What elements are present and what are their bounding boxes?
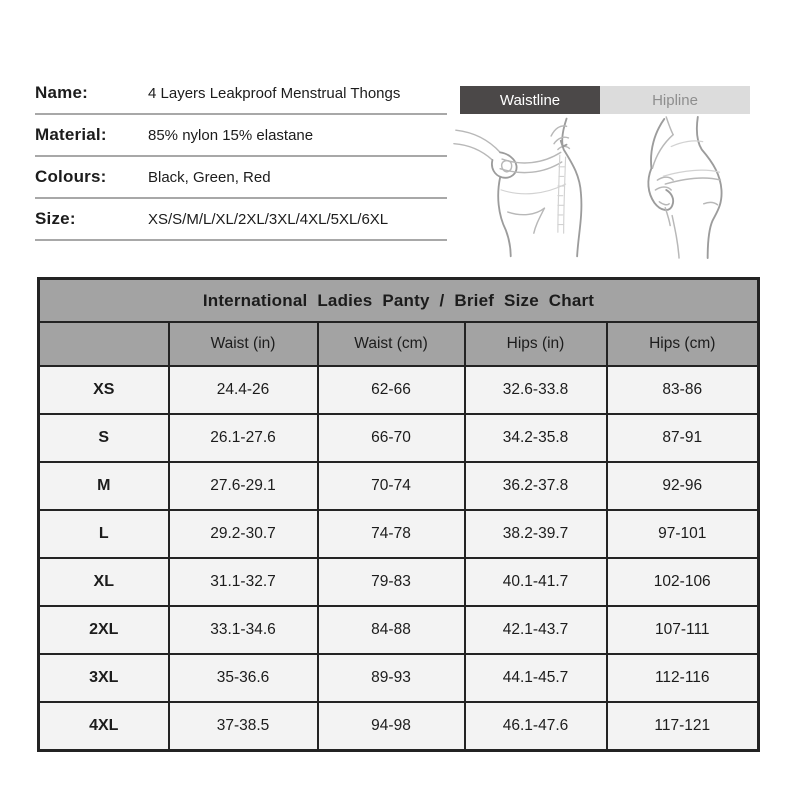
size-label-cell: XS	[39, 366, 169, 414]
measurement-cell: 36.2-37.8	[465, 462, 607, 510]
info-row-colours	[35, 157, 447, 199]
size-label-cell: M	[39, 462, 169, 510]
measurement-cell: 31.1-32.7	[169, 558, 318, 606]
size-table-body	[39, 366, 759, 751]
size-label: Size:	[35, 209, 76, 228]
table-row	[39, 654, 759, 702]
measurement-cell: 32.6-33.8	[465, 366, 607, 414]
colours-value: Black, Green, Red	[148, 168, 271, 186]
size-chart-title: International Ladies Panty / Brief Size Chart	[39, 279, 759, 323]
size-label-cell: 4XL	[39, 702, 169, 751]
measurement-cell: 40.1-41.7	[465, 558, 607, 606]
measurement-cell: 27.6-29.1	[169, 462, 318, 510]
measurement-cell: 112-116	[607, 654, 759, 702]
measurement-cell: 74-78	[318, 510, 465, 558]
tab-waistline[interactable]: Waistline	[460, 86, 600, 114]
measurement-cell: 79-83	[318, 558, 465, 606]
measurement-cell: 94-98	[318, 702, 465, 751]
measurement-cell: 24.4-26	[169, 366, 318, 414]
measurement-cell: 84-88	[318, 606, 465, 654]
measurement-cell: 66-70	[318, 414, 465, 462]
measurement-cell: 37-38.5	[169, 702, 318, 751]
table-row	[39, 510, 759, 558]
waistline-measurement-sketch	[452, 115, 606, 259]
colours-label: Colours:	[35, 167, 107, 186]
measurement-cell: 107-111	[607, 606, 759, 654]
measurement-cell: 117-121	[607, 702, 759, 751]
measurement-cell: 87-91	[607, 414, 759, 462]
measurement-cell: 92-96	[607, 462, 759, 510]
info-row-size	[35, 199, 447, 241]
measurement-cell: 83-86	[607, 366, 759, 414]
measurement-cell: 38.2-39.7	[465, 510, 607, 558]
size-label-cell: S	[39, 414, 169, 462]
measurement-cell: 62-66	[318, 366, 465, 414]
size-value: XS/S/M/L/XL/2XL/3XL/4XL/5XL/6XL	[148, 210, 389, 228]
size-chart-title-row	[39, 279, 759, 323]
info-row-material	[35, 115, 447, 157]
size-label-cell: 3XL	[39, 654, 169, 702]
measurement-tabs	[460, 86, 750, 114]
table-row	[39, 366, 759, 414]
material-label: Material:	[35, 125, 107, 144]
measurement-cell: 70-74	[318, 462, 465, 510]
name-value: 4 Layers Leakproof Menstrual Thongs	[148, 84, 401, 102]
table-row	[39, 606, 759, 654]
size-label-cell: 2XL	[39, 606, 169, 654]
size-label-cell: XL	[39, 558, 169, 606]
measurement-cell: 34.2-35.8	[465, 414, 607, 462]
table-row	[39, 702, 759, 751]
measurement-figures	[452, 115, 760, 259]
hipline-measurement-sketch	[606, 115, 760, 259]
table-row	[39, 558, 759, 606]
name-label: Name:	[35, 83, 88, 102]
measurement-cell: 42.1-43.7	[465, 606, 607, 654]
column-header-hips-in: Hips (in)	[465, 322, 607, 366]
size-chart-header-row	[39, 322, 759, 366]
material-value: 85% nylon 15% elastane	[148, 126, 314, 144]
size-label-cell: L	[39, 510, 169, 558]
measurement-cell: 46.1-47.6	[465, 702, 607, 751]
measurement-cell: 89-93	[318, 654, 465, 702]
table-row	[39, 462, 759, 510]
measurement-cell: 35-36.6	[169, 654, 318, 702]
table-row	[39, 414, 759, 462]
measurement-cell: 44.1-45.7	[465, 654, 607, 702]
measurement-cell: 26.1-27.6	[169, 414, 318, 462]
info-row-name	[35, 73, 447, 115]
measurement-cell: 33.1-34.6	[169, 606, 318, 654]
measurement-cell: 102-106	[607, 558, 759, 606]
size-chart-table	[37, 277, 760, 752]
tab-hipline[interactable]: Hipline	[600, 86, 750, 114]
column-header-waist-in: Waist (in)	[169, 322, 318, 366]
column-header-size	[39, 322, 169, 366]
measurement-cell: 29.2-30.7	[169, 510, 318, 558]
product-info-section	[35, 73, 447, 241]
column-header-hips-cm: Hips (cm)	[607, 322, 759, 366]
column-header-waist-cm: Waist (cm)	[318, 322, 465, 366]
measurement-cell: 97-101	[607, 510, 759, 558]
